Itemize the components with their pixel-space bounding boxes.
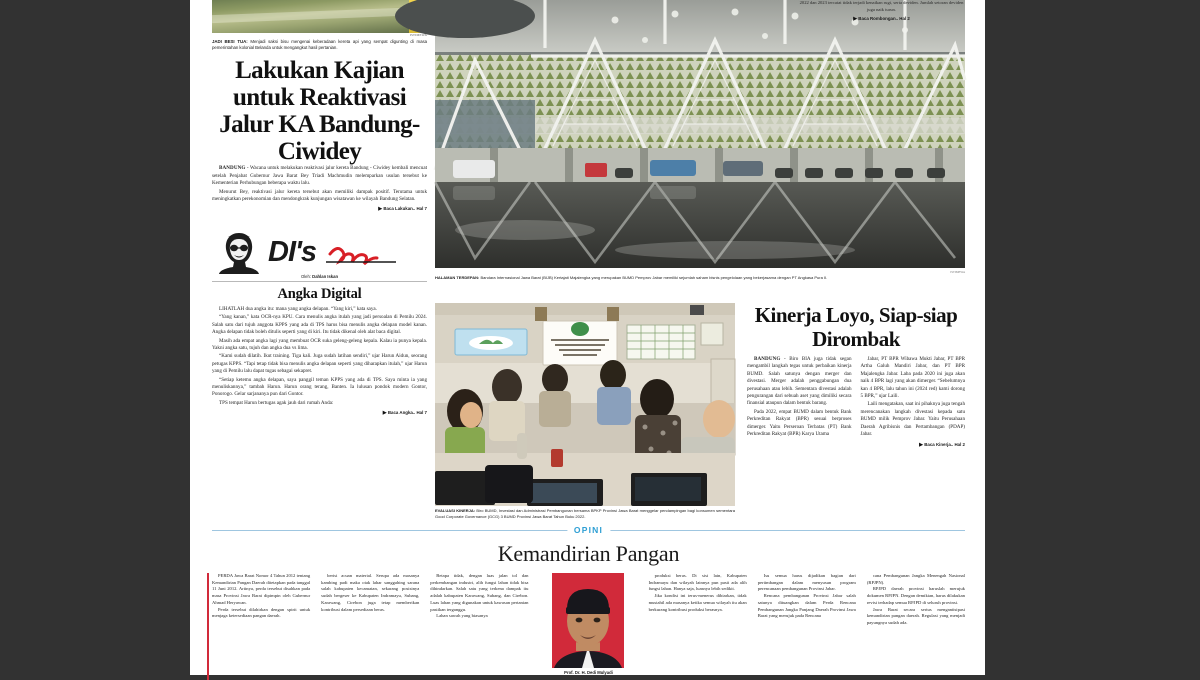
opini-c5-p1: Isu semua harus dijadikan bagian dari pertimbangan dalam menyusun program perencanaan pembangunan Provinsi Jabar. bbox=[757, 573, 856, 592]
meeting-caption-lead: EVALUASI KINERJA: bbox=[435, 508, 476, 513]
kinerja-dateline: BANDUNG bbox=[754, 356, 781, 362]
opini-column-2 bbox=[321, 573, 419, 680]
disway-paragraph-2: “Yang kanan,” kata OCR-nya KPU. Cara menulis angka itulah yang jadi persoalan di Pemilu 2024. Salah satu dari tujuh anggota KPPS yang ada di TPS harus bisa menulis angka delapan model kanan. Angka delapan tidak boleh ditulis seperti yang di kiri. Itu tidak dikenal oleh alat baca digital. bbox=[212, 314, 427, 336]
opini-title[interactable]: Kemandirian Pangan bbox=[497, 541, 680, 566]
disway-paragraph-1: LIHATLAH dua angka itu: mana yang angka delapan. “Yang kiri,” kata saya. bbox=[219, 306, 377, 312]
opini-author-box bbox=[539, 573, 637, 680]
kinerja-paragraph-4: Laili mengatakan, saat ini pihaknya juga tengah merencanakan langkah divestasi kepada satu BUMD milik Pemprov Jabar. Yaitu Perusahaan Daerah Agribisnis dan Pertambangan (PDAP) Jabar. bbox=[860, 401, 965, 438]
meeting-photo-caption-block bbox=[435, 508, 735, 520]
opini-author-photo bbox=[552, 573, 624, 668]
opini-c3-p2: Lahan sawah yang biasanya bbox=[436, 613, 488, 619]
lead-paragraph-1-text: Wacana untuk melakukan reaktivasi jalur kereta Bandung - Ciwidey kembali mencuat setelah Penjabat Gubernur Jawa Barat Bey Triadi Machmudin melemparkan usulan tersebut ke Kementerian Perhubungan beberapa waktu lalu. bbox=[212, 165, 428, 187]
opini-column-3 bbox=[430, 573, 528, 680]
main-caption-text: Bandara Internasional Jawa Barat (BIJB) Kertajati Majalengka yang merupakan BUMD Pemprov Jabar memiliki sejumlah saham bisnis pengelolaan yang bekerjasama dengan PT Angkasa Pura II. bbox=[480, 275, 828, 280]
lead-photo-credit: ISTIMEWA bbox=[409, 33, 427, 37]
play-triangle-icon: ▶ bbox=[378, 206, 383, 213]
kinerja-body-columns bbox=[747, 356, 965, 439]
lead-jump-label: Baca Lakukan.. Hal 7 bbox=[383, 206, 427, 212]
main-photo-airport bbox=[435, 0, 965, 268]
kinerja-paragraph-3: Jabar, PT BPR Wibawa Mukti Jabar, PT BPR Artha Galuh Mandiri Jabar, dan PT BPR Majalengka Jabar. Laba pada 2020 ini juga akan naik 4 BPR lagi yang akan dimerger. “Sebelumnya kan 4 BPR, lalu tahun ini (2024 red) kami dorong 5 BPR,” ujar Laili. bbox=[860, 356, 965, 400]
disway-column bbox=[212, 228, 427, 416]
top-right-tail-text: 2022 dan 2023 tercatat tidak terjadi kenaikan rugi, serta deviden. Jumlah setoran deviden juga naik turun. bbox=[799, 0, 964, 12]
opini-c4-p2: Jika kondisi ini terus-menerus dibiarkan, tidak mustahil ada masanya ketika semua wilayah itu akan berkurang kontribusi produksi berasnya. bbox=[648, 593, 747, 612]
lead-kicker-text: Menjadi saksi bisu mengenai keberadaan kereta api yang sempat digunting di masa pemerintahan kolonial Belanda untuk mengangkut hasil pertanian. bbox=[212, 39, 427, 51]
top-right-jump-block bbox=[798, 0, 965, 22]
main-photo-caption bbox=[435, 275, 965, 281]
kinerja-jump-label: Baca Kinerja.. Hal 2 bbox=[924, 442, 965, 448]
opini-column-1 bbox=[212, 573, 310, 680]
top-right-jump-label: Baca Rombongan.. Hal 2 bbox=[858, 16, 910, 22]
lead-paragraph-1: BANDUNG - Wacana untuk melakukan reaktivasi jalur kereta Bandung - Ciwidey kembali mencuat setelah Penjabat Gubernur Jawa Barat Bey Triadi Machmudin melemparkan usulan tersebut ke Kementerian Perhubungan beberapa waktu lalu. bbox=[212, 165, 428, 187]
meeting-photo-caption bbox=[435, 508, 735, 520]
airport-photo-graphic bbox=[435, 0, 965, 268]
kinerja-paragraph-2: Pada 2022, empat BUMD dalam bentuk Bank Perkreditan Rakyat (BPR) sesuai berproses dimerger. Yaitu Perseroan Terbatas (PT) Bank Perkreditan Rakyat (BPR) Karya Utama bbox=[747, 408, 852, 438]
author-portrait-icon bbox=[552, 573, 624, 668]
opini-accent-bar bbox=[207, 573, 209, 680]
opini-divider bbox=[212, 525, 965, 540]
kinerja-body bbox=[747, 356, 965, 439]
opini-c6-p2: RPJPD daerah provinsi haruslah merujuk dokumen RPJPN. Dengan demikian, harus dilakukan revisi terhadap semua RPJPD di seluruh provinsi. bbox=[866, 586, 965, 605]
dahlan-iskan-portrait-icon bbox=[218, 230, 260, 274]
disway-byline bbox=[212, 274, 427, 282]
lead-jump-link[interactable] bbox=[212, 206, 427, 212]
lead-paragraph-2: Menurut Bey, reaktivasi jalur kereta tersebut akan memiliki dampak positif. Terutama untuk meningkatkan perekonomian dan mendongkrak kunjungan wisatawan ke wilayah Bandung Selatan. bbox=[212, 188, 427, 203]
meeting-caption-text: Biro BUMD, Investasi dan Administrasi Pembangunan bersama BPKP Provinsi Jawa Barat menggelar pendampingan bagi konsumen sementara Good Corporate Governance (GCG) 3 BUMD Provinsi Jawa Barat Tahun Buku 2022. bbox=[435, 508, 735, 519]
opini-columns bbox=[212, 573, 965, 680]
svg-text:DI's: DI's bbox=[268, 236, 317, 268]
top-right-jump-link[interactable] bbox=[798, 16, 965, 22]
opini-column-6 bbox=[867, 573, 965, 680]
main-caption-lead: HALAMAN TERDEPAN: bbox=[435, 275, 480, 280]
kinerja-jump-link[interactable] bbox=[747, 442, 965, 448]
kinerja-headline[interactable]: Kinerja Loyo, Siap-siap Dirombak bbox=[754, 303, 958, 351]
meeting-photo bbox=[435, 303, 735, 506]
newspaper-page bbox=[190, 0, 985, 679]
disway-byline-prefix: Oleh: bbox=[300, 274, 311, 279]
opini-c6-p3: Jawa Barat secara serius mengantisipasi kemandirian pangan daerah. Regulasi yang menjadi payungnya sudah ada. bbox=[866, 606, 965, 625]
disway-byline-author: Dahlan Iskan bbox=[312, 274, 339, 279]
play-triangle-icon-2: ▶ bbox=[853, 16, 858, 23]
disway-paragraph-4: “Kami sudah dilatih. Ikut training. Tiga kali. Juga sudah latihan sendiri,” ujar Harun Aidun, seorang petugas KPPS. “Tapi tetap tidak bisa menulis angka delapan seperti yang diharapkan itulah,” ujar Harun yang di Pemilu lalu dapat tugas sebagai sekapret. bbox=[212, 353, 427, 375]
opini-c1-p1-text: PERDA Jawa Barat Nomor 4 Tahun 2012 tentang Kemandirian Pangan Daerah ditetapkan pada tanggal 11 Juni 2012. Artinya, perda tersebut disahkan pada masa Provinsi Jawa Barat dipimpin oleh Gubernur Ahmad Heryawan. bbox=[212, 573, 311, 605]
lead-kicker-lead: JADI BESI TUA: bbox=[212, 39, 248, 44]
kinerja-story-column bbox=[747, 303, 965, 448]
opini-c3-p1: Betapa tidak, dengan luas jalan tol dan perkembangan industri, alih fungsi lahan tidak bisa dihindarkan. Salah satu yang terkena dampak itu adalah kabupaten Karawang, Subang, dan Cirebon. Luas lahan yang digunakan untuk kawasan pertanian pastikan terganggu. bbox=[430, 573, 529, 612]
opini-badge: OPINI bbox=[567, 525, 610, 535]
disway-paragraph-3: Masih ada empat angka lagi yang membuat OCR suka geleng-geleng kepala. Kalau ia punya kepala. Yakni angka satu, tujuh dan angka dua vs lima. bbox=[212, 337, 427, 352]
disway-masthead bbox=[212, 228, 427, 274]
lead-body bbox=[212, 165, 427, 203]
opini-column-5 bbox=[758, 573, 856, 680]
meeting-photo-graphic bbox=[435, 303, 735, 506]
opini-author-name: Prof. Dr. H. Dedi Mulyadi bbox=[564, 670, 613, 675]
opini-c6-p1: cana Pembangunan Jangka Menengah Nasional (RPJPN). bbox=[866, 573, 965, 585]
lead-dateline: BANDUNG bbox=[219, 165, 246, 172]
disway-body bbox=[212, 306, 427, 407]
disway-jump-label: Baca Angka.. Hal 7 bbox=[387, 410, 427, 416]
main-photo-credit: ISTIMEWA bbox=[950, 270, 965, 274]
lead-headline[interactable]: Lakukan Kajian untuk Reaktivasi Jalur KA Bandung-Ciwidey bbox=[219, 57, 420, 166]
kinerja-paragraph-1: BANDUNG - Biro BIA juga tidak segan mengambil langkah tegas untuk perbaikan kinerja BUMD. Salah satunya dengan merger dan divestasi. Merger adalah penggabungan dua perusahaan atau lebih. Sementara divestasi adalah pengurangan dari sebuah aset yang dimiliki secara finansial ataupun dalam bentuk barang. bbox=[747, 356, 852, 407]
opini-c5-p2: Rencana pembangunan Provinsi Jabar salah satunya dituangkan dalam Perda Rencana Pembangunan Jangka Panjang Daerah Provinsi Jawa Barat yang merujuk pada Rencana bbox=[757, 593, 856, 619]
main-photo-caption-block bbox=[435, 270, 965, 281]
kinerja-paragraph-1-text: Biro BIA juga tidak segan mengambil langkah tegas untuk perbaikan kinerja BUMD. Salah satunya dengan merger dan divestasi. Merger adalah penggabungan dua perusahaan atau lebih. Sementara divestasi adalah pengurangan dari sebuah aset yang dimiliki secara finansial ataupun dalam bentuk barang. bbox=[747, 356, 852, 407]
opini-c2-p1: berisi acuan material. Serupa ada masanya kambing padi maka otak lahar sanggahing sarana salah kabupaten kecamatan, sekarang posisinya sudah bergeser ke Kabupaten Indramayu, Subang, Karawang, Cirebon juga tetap memberikan kontribusi dalam persediaan beras. bbox=[321, 573, 420, 612]
opini-c1-p2: Perda tersebut dilahirkan dengan spirit untuk menjaga ketersediaan pangan daerah. bbox=[212, 606, 311, 619]
play-triangle-icon-4: ▶ bbox=[919, 442, 923, 449]
play-triangle-icon-3: ▶ bbox=[382, 410, 387, 417]
opini-c4-p1: produksi beras. Di sisi lain, Kabupaten Indramayu dan wilayah lainnya pun pasti ada alih fungsi lahan. Hanya saja, luasnya lebih sedikit. bbox=[648, 573, 747, 592]
opini-c1-p1 bbox=[212, 573, 310, 607]
disway-jump-link[interactable] bbox=[212, 410, 427, 416]
disway-paragraph-5: “Setiap ketemu angka delapan, saya panggil teman KPPS yang ada di TPS. Saya minta ia yang menuliskannya,” tambah Harun. Harun orang terang, Banten. Ia lulusan pondok modern Gontor, Ponorogo. Gelar sarjananya pun dari Gontor. bbox=[212, 376, 427, 398]
opini-author-role: Guru Besar Universitas Pasundan bbox=[559, 675, 618, 679]
disway-title[interactable]: Angka Digital bbox=[277, 286, 362, 302]
lead-thumbnail-photo bbox=[212, 0, 427, 33]
disway-paragraph-6: TPS tempat Harun bertugas agak jauh dari rumah Anda: bbox=[219, 399, 334, 406]
opini-column-4 bbox=[649, 573, 747, 680]
disway-logo bbox=[268, 234, 418, 268]
lead-kicker bbox=[212, 39, 427, 51]
opini-section bbox=[212, 525, 965, 680]
thumbnail-streak bbox=[212, 7, 427, 23]
